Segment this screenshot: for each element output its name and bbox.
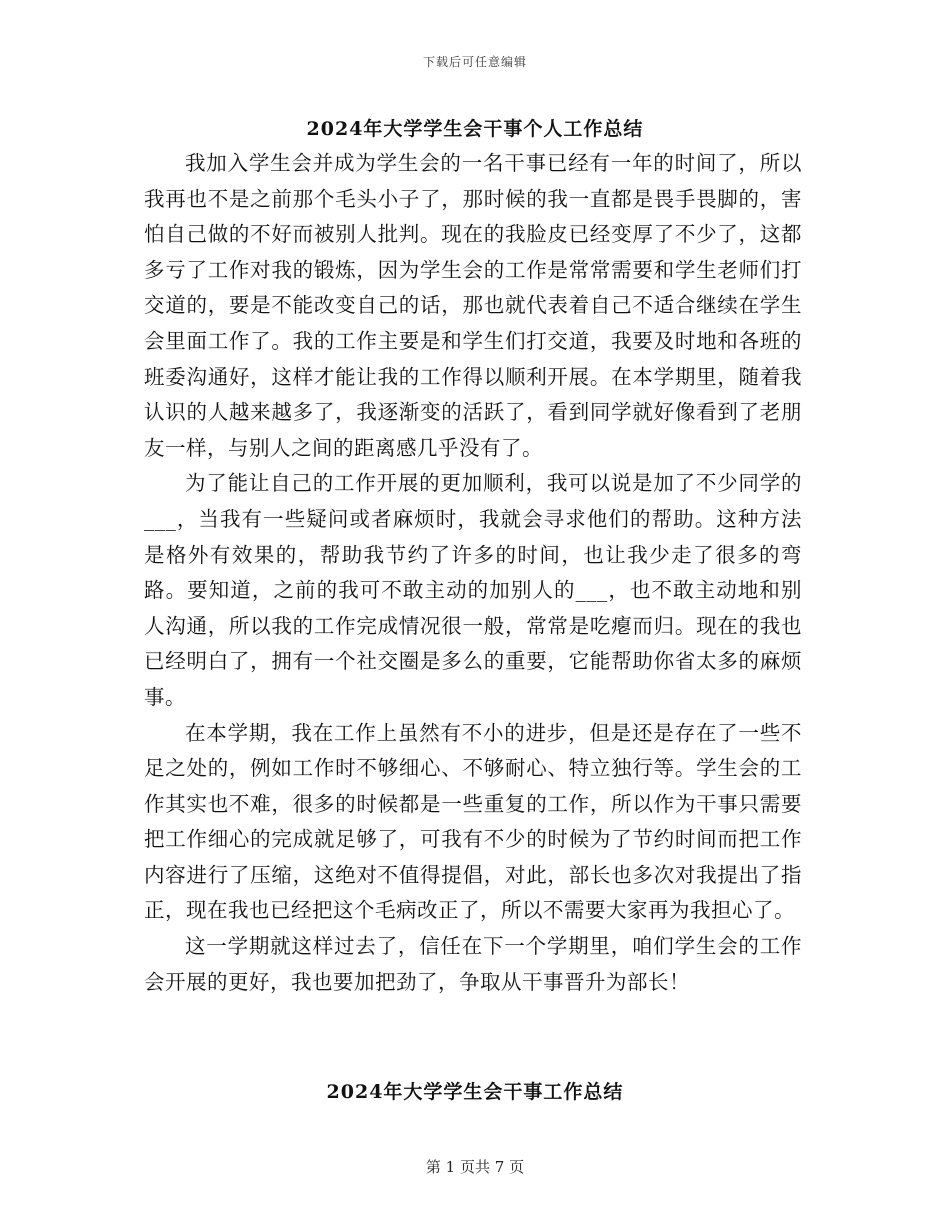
paragraph-1: 我加入学生会并成为学生会的一名干事已经有一年的时间了，所以我再也不是之前那个毛头小子了，那时候的我一直都是畏手畏脚的，害怕自己做的不好而被别人批判。现在的我脸皮已经变厚了不少了，这都多亏了工作对我的锻炼，因为学生会的工作是常常需要和学生老师们打交道的，要是不能改变自己的话，那也就代表着自己不适合继续在学生会里面工作了。我的工作主要是和学生们打交道，我要及时地和各班的班委沟通好，这样才能让我的工作得以顺利开展。在本学期里，随着我认识的人越来越多了，我逐渐变的活跃了，看到同学就好像看到了老朋友一样，与别人之间的距离感几乎没有了。 bbox=[144, 151, 802, 460]
page-header-note: 下载后可任意编辑 bbox=[422, 55, 527, 69]
paragraph-2: 为了能让自己的工作开展的更加顺利，我可以说是加了不少同学的___，当我有一些疑问或者麻烦时，我就会寻求他们的帮助。这种方法是格外有效果的，帮助我节约了许多的时间，也让我少走了很多的弯路。要知道，之前的我可不敢主动的加别人的___，也不敢主动地和别人沟通，所以我的工作完成情况很一般，常常是吃瘪而归。现在的我也已经明白了，拥有一个社交圈是多么的重要，它能帮助你省太多的麻烦事。 bbox=[144, 471, 802, 709]
paragraph-4: 这一学期就这样过去了，信任在下一个学期里，咱们学生会的工作会开展的更好，我也要加把劲了，争取从干事晋升为部长！ bbox=[144, 934, 802, 994]
page-number: 第 1 页共 7 页 bbox=[425, 1158, 525, 1176]
document-title: 2024年大学学生会干事个人工作总结 bbox=[306, 118, 644, 140]
document-body bbox=[144, 146, 802, 1000]
next-section-title: 2024年大学学生会干事工作总结 bbox=[326, 1081, 624, 1103]
paragraph-3: 在本学期，我在工作上虽然有不小的进步，但是还是存在了一些不足之处的，例如工作时不够细心、不够耐心、特立独行等。学生会的工作其实也不难，很多的时候都是一些重复的工作，所以作为干事只需要把工作细心的完成就足够了，可我有不少的时候为了节约时间而把工作内容进行了压缩，这绝对不值得提倡，对此，部长也多次对我提出了指正，现在我也已经把这个毛病改正了，所以不需要大家再为我担心了。 bbox=[144, 720, 802, 923]
